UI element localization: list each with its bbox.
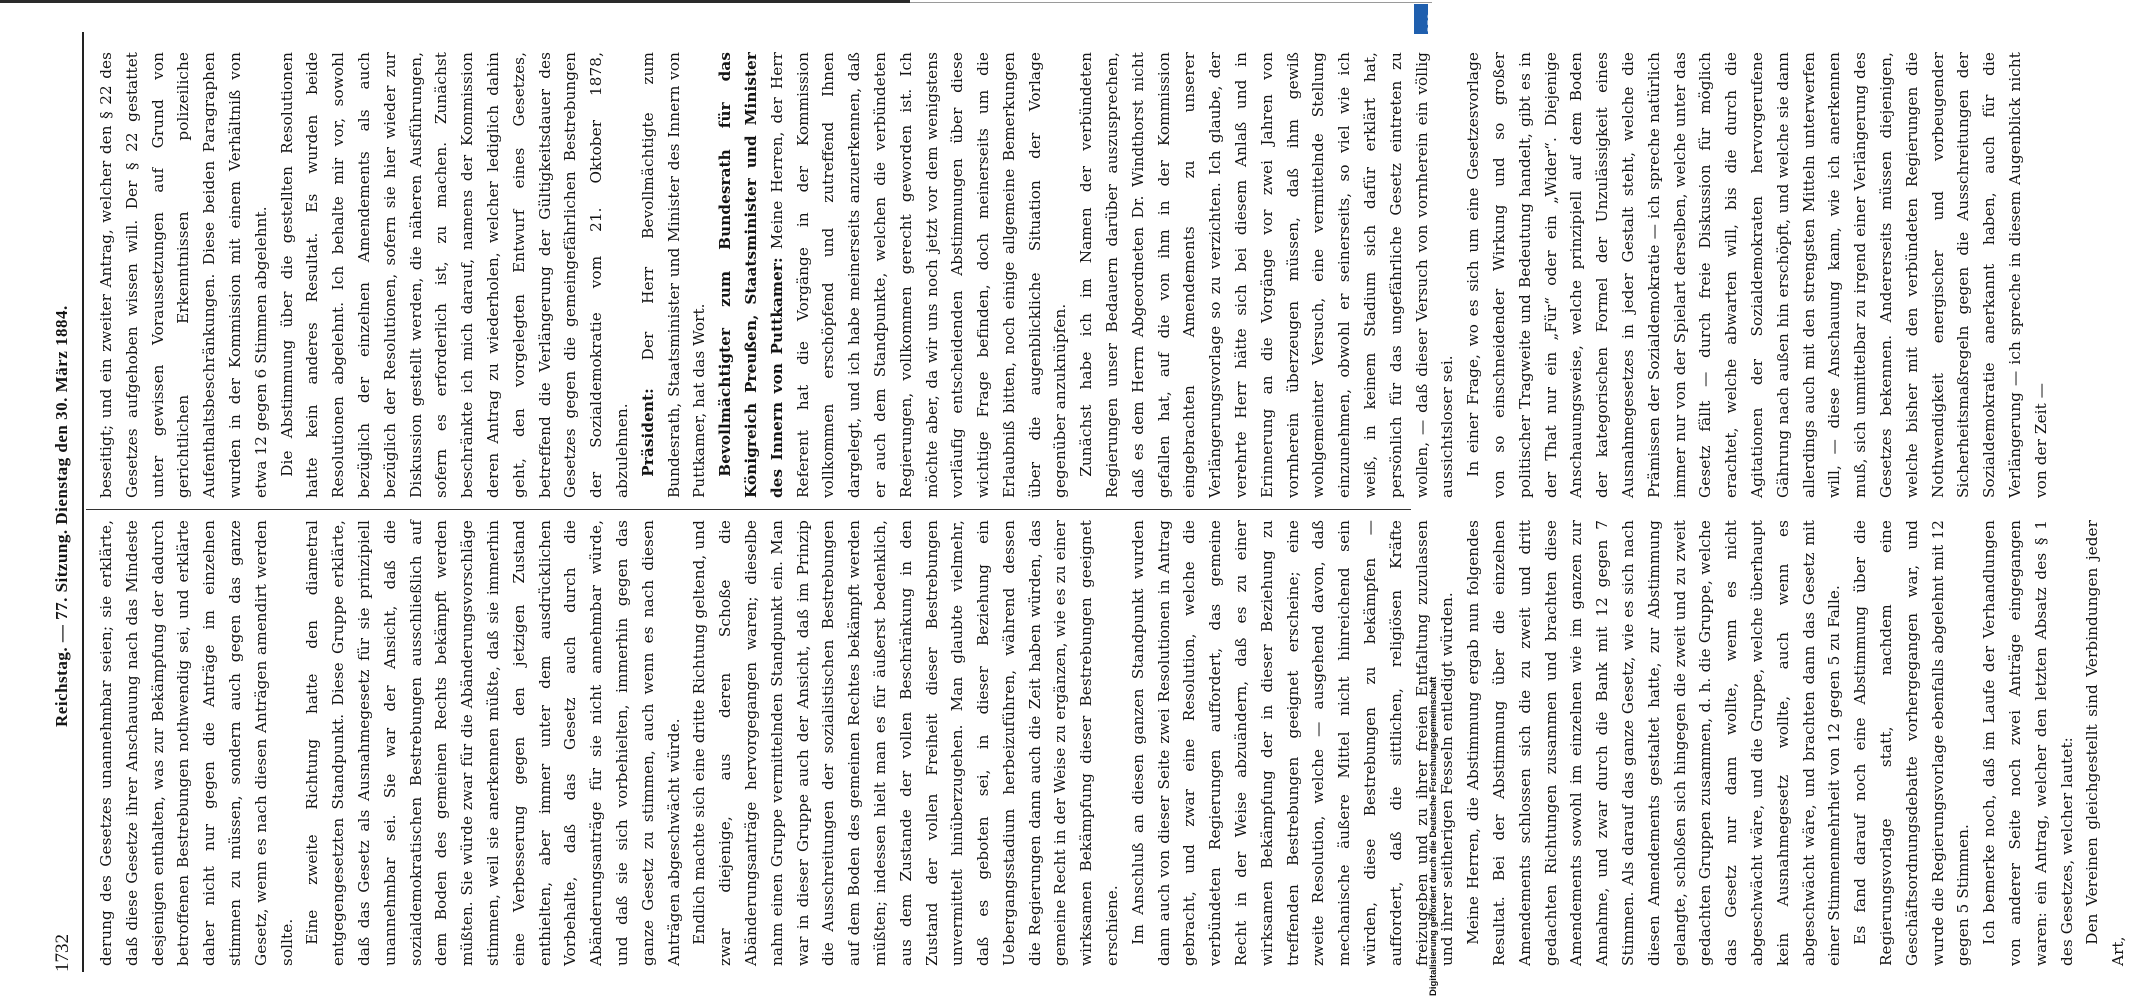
paragraph [1848,520,1977,966]
paragraph [300,520,687,966]
page-header [48,32,82,972]
scan-edge-line-faint [910,2,1432,3]
paragraph [1126,520,1461,966]
paragraph [275,52,636,498]
dfg-logo-text: DFG [1426,13,1436,32]
paragraph-text: derung des Gesetzes unannehmbar seien; sie erklärte, daß diese Gesetze ihrer Anschauung nach das Mindeste desjenigen enthalten, was zur Bekämpfung der dadurch betroffenen Bestrebungen nothwendig sei, und erklärte daher nicht nur gegen die Anträge im einzelnen stimmen zu müssen, sondern auch gegen das ganze Gesetz, wenn es nach diesen Anträgen amendirt werden sollte. [97,520,296,966]
scan-edge-line [0,0,910,3]
paragraph [1977,520,2080,966]
right-text-column [94,51,2050,498]
paragraph-text: Die Abstimmung über die gestellten Resolutionen hatte kein anderes Resultat. Es wurden beide Resolutionen abgelehnt. Ich behalte mir vor, sowohl bezüglich der einzelnen Amendements als auch bezüglich der Resolutionen, sofern sie hier wieder zur Diskussion gestellt werden, die näheren Ausführungen, sofern es erforderlich ist, zu machen. Zunächst beschränkte ich mich darauf, namens der Kommission deren Antrag zu wiederholen, welcher lediglich dahin geht, den vorgelegten Entwurf eines Gesetzes, betreffend die Verlängerung der Gültigkeitsdauer des Gesetzes gegen die gemeingefährlichen Bestrebungen der Sozialdemokratie vom 21. Oktober 1878, abzulehnen. [277,52,631,498]
paragraph-text: Ich bemerke noch, daß im Laufe der Verhandlungen von anderer Seite noch zwei Anträge eingegangen waren: ein Antrag, welcher den letzten Absatz des § 1 des Gesetzes, welcher lautet: [1980,520,2076,966]
paragraph-text: In einer Frage, wo es sich um eine Gesetzesvorlage von so einschneidender Wirkung und so großer politischer Tragweite und Bedeutung handelt, gibt es in der That nur ein „Für“ oder ein „Wider“. Diejenige Anschauungsweise, welche prinzipiell auf dem Boden der kategorischen Formel der Unzulässigkeit eines Ausnahmegesetzes in jeder Gestalt steht, welche die Prämissen der Sozialdemokratie — ich spreche natürlich immer nur von der Spielart derselben, welche unter das Gesetz fällt — durch freie Diskussion für möglich erachtet, welche abwarten will, bis die durch die Agitationen der Sozialdemokraten hervorgerufene Gährung nach außen hin erschöpft, und welche sie dann allerdings auch mit den strengsten Mitteln unterwerfen will, — diese Anschauung kann, wie ich anerkennen muß, sich unmittelbar zu irgend einer Verlängerung des Gesetzes bekennen. Andererseits müssen diejenigen, welche bisher mit den verbündeten Regierungen die Nothwendigkeit energischer und vorbeugender Sicherheitsmaßregeln gegen die Ausschreitungen der Sozialdemokratie anerkannt haben, auch für die Verlängerung — ich spreche in diesem Augenblick nicht von der Zeit — [1464,52,2050,498]
paragraph [1074,52,1461,498]
dfg-logo [1414,4,1436,34]
paragraph-text: Im Anschluß an diesen ganzen Standpunkt wurden dann auch von dieser Seite zwei Resolutionen in Antrag gebracht, und zwar eine Resolution, welche die verbündeten Regierungen auffordert, das gemeine Recht in der Weise abzuändern, daß es zu einer wirksamen Bekämpfung der in dieser Beziehung zu treffenden Bestrebungen geeignet erscheine; eine zweite Resolution, welche — ausgehend davon, daß mechanische äußere Mittel nicht hinreichend sein würden, diese Bestrebungen zu bekämpfen — auffordert, daß die sittlichen, religiösen Kräfte freizugeben und zu ihrer freien Entfaltung zuzulassen und ihrer seitherigen Fesseln entledigt würden. [1128,520,1457,966]
paragraph [1461,52,2054,498]
paragraph [94,52,275,498]
paragraph [94,520,300,966]
column-divider [86,509,1411,510]
speaker-name: Bevollmächtigter zum Bundesrath für das Königreich Preußen, Staatsminister und Minister des Innern von Puttkamer: [716,52,786,498]
running-title: Reichstag. — 77. Sitzung. Dienstag den 30. März 1884. [52,305,71,727]
paragraph [636,52,713,498]
paragraph-text: Meine Herren, die Abstimmung ergab nun folgendes Resultat. Bei der Abstimmung über die einzelnen Amendements schlossen sich die zu zweit und dritt gedachten Richtungen zusammen und brachten diese Amendements sowohl im einzelnen wie im ganzen zur Annahme, und zwar durch die Bank mit 12 gegen 7 Stimmen. Als darauf das ganze Gesetz, wie es sich nach diesen Amendements gestaltet hatte, zur Abstimmung gelangte, schloßen sich hingegen die zweit und zu zweit gedachten Gruppen zusammen, d. h. die Gruppe, welche das Gesetz nur dann wollte, wenn es nicht abgeschwächt wäre, und die Gruppe, welche überhaupt kein Ausnahmegesetz wollte, auch wenn es abgeschwächt wäre, und brachten dann das Gesetz mit einer Stimmenmehrheit von 12 gegen 5 zu Falle. [1464,520,1844,966]
header-rule [82,32,84,972]
paragraph-text: Der Herr Bevollmächtigte zum Bundesrath, Staatsminister und Minister des Innern von Puttkamer, hat das Wort. [638,52,709,498]
speaker-name: Präsident: [638,388,657,477]
paragraph [2080,520,2132,966]
paragraph-text: beseitigt; und ein zweiter Antrag, welcher den § 22 des Gesetzes aufgehoben wissen will. Der § 22 gestattet unter gewissen Voraussetzungen auf Grund von gerichtlichen Erkenntnissen polizeiliche Aufenthaltsbeschränkungen. Diese beiden Paragraphen wurden in der Kommission mit einem Verhältniß von etwa 12 gegen 6 Stimmen abgelehnt. [97,52,270,498]
paragraph-text: Endlich machte sich eine dritte Richtung geltend, und zwar diejenige, aus deren Schoße die Abänderungsanträge hervorgegangen waren; dieselbe nahm einen Gruppe vermittelnden Standpunkt ein. Man war in dieser Gruppe auch der Ansicht, daß im Prinzip die Ausschreitungen der sozialistischen Bestrebungen auf dem Boden des gemeinen Rechtes bekämpft werden müßten; indessen hielt man es für äußerst bedenklich, aus dem Zustande der vollen Beschränkung in den Zustand der vollen Freiheit dieser Bestrebungen unvermittelt hinüberzugehen. Man glaubte vielmehr, daß es geboten sei, in dieser Beziehung ein Uebergangsstadium herbeizuführen, während dessen die Regierungen dann auch die Zeit haben würden, das gemeine Recht in der Weise zu ergänzen, wie es zu einer wirksamen Bekämpfung dieser Bestrebungen geeignet erschiene. [690,520,1122,966]
paragraph [687,520,1126,966]
paragraph-text: Eine zweite Richtung hatte den diametral entgegengesetzten Standpunkt. Diese Gruppe erklärte, daß das Gesetz als Ausnahmegesetz für sie prinzipiell unannehmbar sei. Sie war der Ansicht, daß die sozialdemokratischen Bestrebungen ausschließlich auf dem Boden des gemeinen Rechts bekämpft werden müßten. Sie würde zwar für die Abänderungsvorschläge stimmen, weil sie anerkennen müßte, daß sie immerhin eine Verbesserung gegen den jetzigen Zustand enthielten, aber immer unter dem ausdrücklichen Vorbehalte, daß das Gesetz auch durch die Abänderungsanträge für sie nicht annehmbar würde, und daß sie sich vorbehielten, immerhin gegen das ganze Gesetz zu stimmen, auch wenn es nach diesen Anträgen abgeschwächt würde. [303,520,683,966]
paragraph-text: Den Vereinen gleichgestellt sind Verbindungen jeder Art, [2083,520,2128,966]
page-number: 1732 [52,934,73,972]
digitization-credit: Digitalisierung gefördert durch die Deutsche Forschungsgemeinschaft [1428,676,1439,996]
paragraph [713,52,1074,498]
paragraph-text: Es fand darauf noch eine Abstimmung über die Regierungsvorlage statt, nachdem eine Geschäftsordnungsdebatte vorhergegangen war, und wurde die Regierungsvorlage ebenfalls abgelehnt mit 12 gegen 5 Stimmen. [1851,520,1973,966]
paragraph-text: Meine Herren, der Herr Referent hat die Vorgänge in der Kommission vollkommen erschöpfend und zutreffend Ihnen dargelegt, und ich habe meinerseits anzuerkennen, daß er auch dem Standpunkte, welchen die verbündeten Regierungen, vollkommen gerecht geworden ist. Ich möchte aber, da wir uns noch jetzt vor dem wenigstens vorläufig entscheidenden Abstimmungen über diese wichtige Frage befinden, doch meinerseits um die Erlaubniß bitten, noch einige allgemeine Bemerkungen über die augenblickliche Situation der Vorlage gegenüber anzuknüpfen. [767,51,1070,498]
paragraph-text: Zunächst habe ich im Namen der verbündeten Regierungen unser Bedauern darüber auszusprechen, daß es dem Herrn Abgeordneten Dr. Windthorst nicht gefallen hat, auf die von ihm in der Kommission eingebrachten Amendements zu unserer Verlängerungsvorlage so zu verzichten. Ich glaube, der verehrte Herr hätte sich bei diesem Anlaß und in Erinnerung an die Vorgänge vor zwei Jahren von vornherein überzeugen müssen, daß ihm gewiß wohlgemeinter Versuch, eine vermittelnde Stellung einzunehmen, obwohl er seinerseits, so viel wie ich weiß, in keinem Stadium sich dafür erklärt hat, persönlich für das ungefährliche Gesetz eintreten zu wollen, — daß dieser Versuch von vornherein ein völlig aussichtsloser sei. [1077,52,1457,498]
paragraph [1461,520,1848,966]
